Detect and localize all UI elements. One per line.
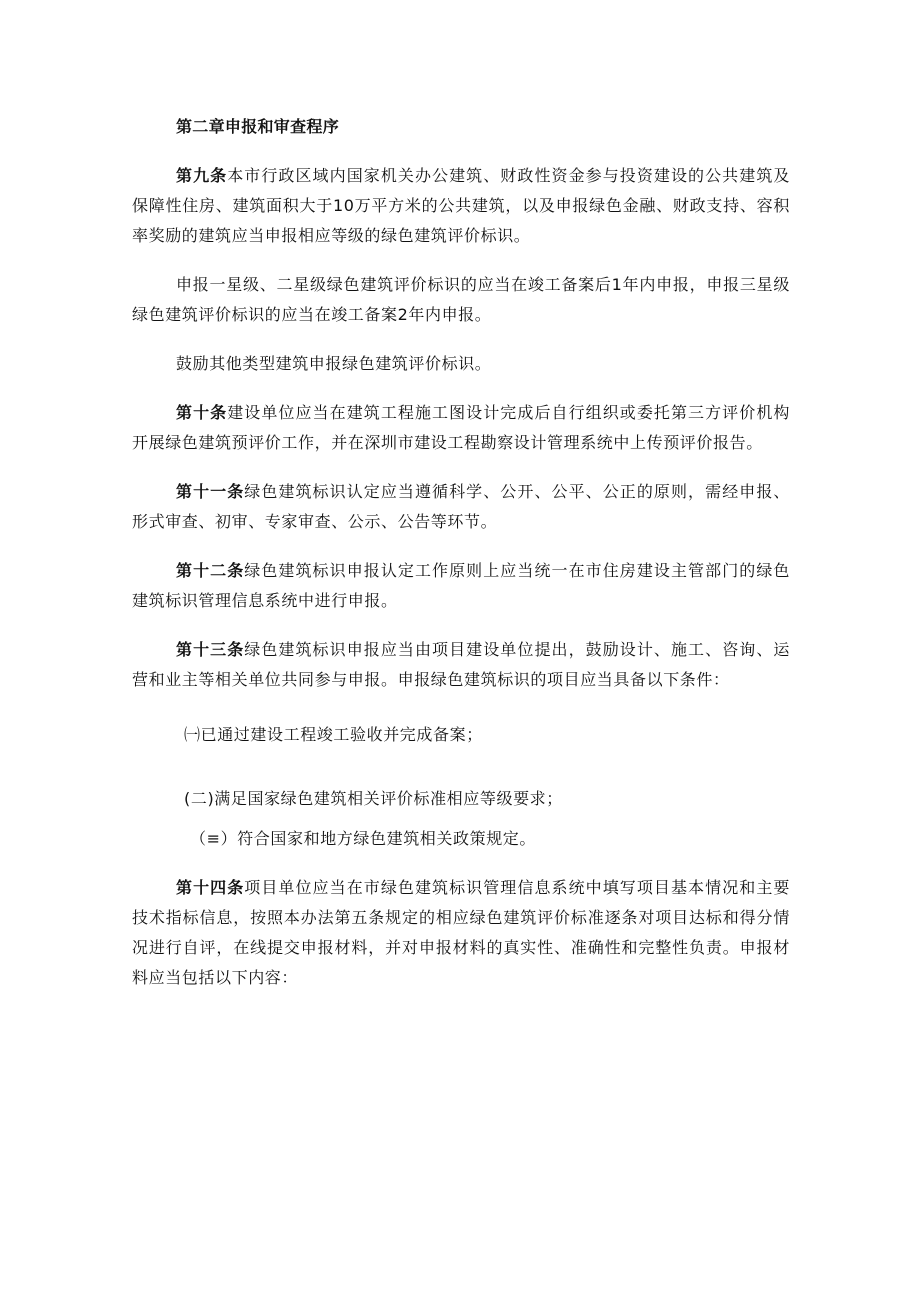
article-text: 绿色建筑标识认定应当遵循科学、公开、公平、公正的原则，需经申报、形式审查、初审、专家审查、公示、公告等环节。 xyxy=(132,482,790,531)
chapter-title: 第二章申报和审查程序 xyxy=(176,117,340,136)
paragraph-text: 鼓励其他类型建筑申报绿色建筑评价标识。 xyxy=(176,354,492,373)
article-10 xyxy=(132,398,790,458)
article-13 xyxy=(132,635,790,695)
article-text: 本市行政区域内国家机关办公建筑、财政性资金参与投资建设的公共建筑及保障性住房、建筑面积大于10万平方米的公共建筑，以及申报绿色金融、财政支持、容积率奖励的建筑应当申报相应等级的绿色建筑评价标识。 xyxy=(132,166,790,245)
condition-item-2: (二)满足国家绿色建筑相关评价标准相应等级要求； xyxy=(184,789,563,808)
article-text: 绿色建筑标识申报应当由项目建设单位提出，鼓励设计、施工、咨询、运营和业主等相关单位共同参与申报。申报绿色建筑标识的项目应当具备以下条件： xyxy=(132,640,790,689)
article-9-paragraph-2 xyxy=(132,270,790,330)
condition-item-3: （≡）符合国家和地方绿色建筑相关政策规定。 xyxy=(190,829,537,848)
article-label: 第十条 xyxy=(176,403,228,422)
article-text: 项目单位应当在市绿色建筑标识管理信息系统中填写项目基本情况和主要技术指标信息，按照本办法第五条规定的相应绿色建筑评价标准逐条对项目达标和得分情况进行自评，在线提交申报材料，并对申报材料的真实性、准确性和完整性负责。申报材料应当包括以下内容： xyxy=(132,878,790,987)
article-14 xyxy=(132,873,790,993)
article-text: 建设单位应当在建筑工程施工图设计完成后自行组织或委托第三方评价机构开展绿色建筑预评价工作，并在深圳市建设工程勘察设计管理系统中上传预评价报告。 xyxy=(132,403,790,452)
article-label: 第十一条 xyxy=(176,482,245,501)
article-label: 第九条 xyxy=(176,166,228,185)
article-9-paragraph-3 xyxy=(132,349,790,379)
article-12 xyxy=(132,556,790,616)
article-label: 第十四条 xyxy=(176,878,245,897)
article-9 xyxy=(132,161,790,251)
article-label: 第十三条 xyxy=(176,640,245,659)
condition-item-1: ㈠已通过建设工程竣工验收并完成备案； xyxy=(184,725,483,744)
article-text: 绿色建筑标识申报认定工作原则上应当统一在市住房建设主管部门的绿色建筑标识管理信息系统中进行申报。 xyxy=(132,561,790,610)
article-label: 第十二条 xyxy=(176,561,245,580)
article-11 xyxy=(132,477,790,537)
paragraph-text: 申报一星级、二星级绿色建筑评价标识的应当在竣工备案后1年内申报，申报三星级绿色建筑评价标识的应当在竣工备案2年内申报。 xyxy=(132,275,790,324)
